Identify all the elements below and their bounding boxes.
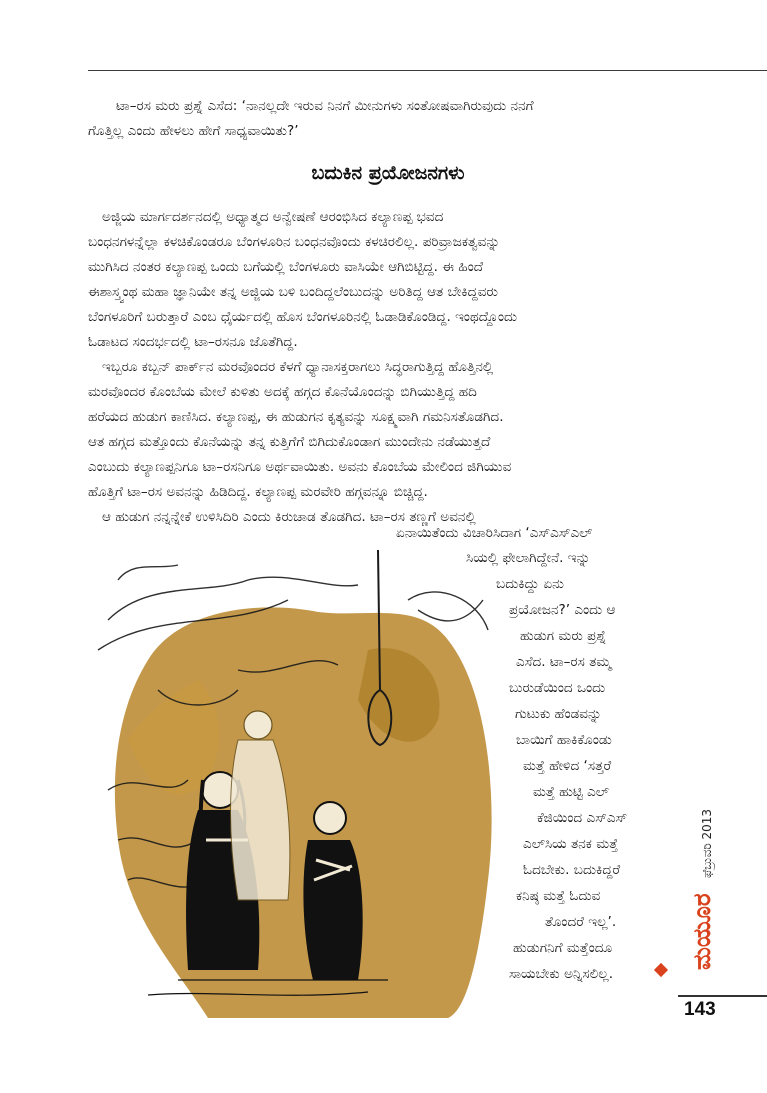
text-line: ಓಡಾಟದ ಸಂದರ್ಭದಲ್ಲಿ ಟಾ–ರಸನೂ ಜೊತೆಗಿದ್ದ.	[88, 334, 298, 350]
text-line: ಏನಾಯಿತೆಂದು ವಿಚಾರಿಸಿದಾಗ ‘ಎಸ್‌ಎಸ್‌ಎಲ್	[396, 525, 593, 541]
text-line: ಟಾ–ರಸ ಮರು ಪ್ರಶ್ನೆ ಎಸೆದ: ‘ನಾನಲ್ಲದೇ ಇರುವ ನಿನಗೆ ಮೀನುಗಳು ಸಂತೋಷವಾಗಿರುವುದು ನನಗೆ	[116, 98, 534, 114]
text-line: ಬಂಧನಗಳನ್ನೆಲ್ಲಾ ಕಳಚಿಕೊಂಡರೂ ಬೆಂಗಳೂರಿನ ಬಂಧನವೊಂದು ಕಳಚಿರಲಿಲ್ಲ. ಪರಿವ್ರಾಜಕತ್ವವನ್ನು	[88, 234, 501, 250]
bottom-rule	[678, 995, 767, 997]
diamond-icon	[654, 963, 668, 977]
text-line: ಆ ಹುಡುಗ ನನ್ನನ್ನೇಕೆ ಉಳಿಸಿದಿರಿ ಎಂದು ಕಿರುಚಾಡ ತೊಡಗಿದ. ಟಾ–ರಸ ತಣ್ಣಗೆ ಅವನಲ್ಲಿ	[102, 509, 476, 525]
text-line: ಆತ ಹಗ್ಗದ ಮತ್ತೊಂದು ಕೊನೆಯನ್ನು ತನ್ನ ಕುತ್ತಿಗೆಗೆ ಬಿಗಿದುಕೊಂಡಾಗ ಮುಂದೇನು ನಡೆಯುತ್ತದೆ	[88, 434, 491, 450]
text-line: ಮುಗಿಸಿದ ನಂತರ ಕಲ್ಯಾಣಪ್ಪ ಒಂದು ಬಗೆಯಲ್ಲಿ ಬೆಂಗಳೂರು ವಾಸಿಯೇ ಆಗಿಬಿಟ್ಟಿದ್ದ. ಈ ಹಿಂದೆ	[88, 259, 484, 275]
text-line: ಎಸೆದ. ಟಾ–ರಸ ತಮ್ಮ	[516, 654, 612, 670]
text-line: ಕೆಜಿಯಿಂದ ಎಸ್‌ಎಸ್	[537, 810, 628, 826]
svg-text:ಮಯೂರ: ಮಯೂರ	[688, 893, 716, 970]
text-line: ಮತ್ತೆ ಹುಟ್ಟಿ ಎಲ್	[533, 784, 610, 800]
text-line: ಈಶಾಸ್ತ್ವಂಥ ಮಹಾ ಜ್ಞಾನಿಯೇ ತನ್ನ ಅಜ್ಜಿಯ ಬಳಿ ಬಂದಿದ್ದಲೆಂಬುದನ್ನು ಅರಿತಿದ್ದ ಆತ ಬೇಕಿದ್ದವರು	[88, 284, 498, 300]
story-illustration	[88, 540, 508, 1020]
text-line: ಬುರುಡೆಯಿಂದ ಒಂದು	[509, 680, 606, 696]
text-line: ಸಾಯಬೇಕು ಅನ್ನಿಸಲಿಲ್ಲ.	[509, 966, 614, 982]
body-paragraphs	[88, 205, 517, 530]
text-line: ಗುಟುಕು ಹೆಂಡವನ್ನು	[515, 706, 602, 722]
text-line: ಓದಬೇಕು. ಬದುಕಿದ್ದರೆ	[523, 862, 621, 878]
text-line: ಹುಡುಗ ಮರು ಪ್ರಶ್ನೆ	[520, 628, 607, 644]
text-line: ಇಬ್ಬರೂ ಕಬ್ಬನ್ ಪಾರ್ಕ್‌ನ ಮರವೊಂದರ ಕೆಳಗೆ ಧ್ಯಾನಾಸಕ್ತರಾಗಲು ಸಿದ್ಧರಾಗುತ್ತಿದ್ದ ಹೊತ್ತಿನಲ್ಲಿ	[102, 359, 494, 375]
svg-text:ಫೆಬ್ರುವರಿ 2013: ಫೆಬ್ರುವರಿ 2013	[700, 808, 714, 878]
text-line: ಹೊತ್ತಿಗೆ ಟಾ–ರಸ ಅವನನ್ನು ಹಿಡಿದಿದ್ದ. ಕಲ್ಯಾಣಪ್ಪ ಮರವೇರಿ ಹಗ್ಗವನ್ನೂ ಬಿಚ್ಚಿದ್ದ.	[88, 484, 428, 500]
page-number: 143	[684, 999, 716, 1020]
ochre-wash	[115, 607, 492, 1018]
text-line: ಮತ್ತೆ ಹೇಳಿದ ‘ಸತ್ತರೆ	[523, 758, 612, 774]
text-line: ಬಾಯಿಗೆ ಹಾಕಿಕೊಂಡು	[516, 732, 612, 748]
section-heading: ಬದುಕಿನ ಪ್ರಯೋಜನಗಳು	[311, 162, 465, 184]
text-line: ಮರವೊಂದರ ಕೊಂಬೆಯ ಮೇಲೆ ಕುಳಿತು ಅದಕ್ಕೆ ಹಗ್ಗದ ಕೊನೆಯೊಂದನ್ನು ಬಿಗಿಯುತ್ತಿದ್ದ ಹದಿ	[88, 384, 477, 400]
top-rule	[88, 70, 767, 71]
text-line: ಕನಿಷ್ಠ ಮತ್ತೆ ಓದುವ	[516, 888, 601, 904]
text-line: ತೊಂದರೆ ಇಲ್ಲ’.	[545, 914, 617, 930]
text-line: ಪ್ರಯೋಜನ?’ ಎಂದು ಆ	[509, 602, 616, 618]
intro-paragraph	[88, 94, 534, 144]
text-line: ಬೆಂಗಳೂರಿಗೆ ಬರುತ್ತಾರೆ ಎಂಬ ಧೈರ್ಯದಲ್ಲಿ ಹೊಸ ಬೆಂಗಳೂರಿನಲ್ಲಿ ಓಡಾಡಿಕೊಂಡಿದ್ದ. ಇಂಥದ್ದೊಂದು	[88, 309, 518, 325]
text-line: ಅಜ್ಜಿಯ ಮಾರ್ಗದರ್ಶನದಲ್ಲಿ ಅಧ್ಯಾತ್ಮದ ಅನ್ವೇಷಣೆ ಆರಂಭಿಸಿದ ಕಲ್ಯಾಣಪ್ಪ ಭವದ	[102, 209, 444, 225]
text-line: ಬದುಕಿದ್ದು ಏನು	[496, 576, 564, 592]
text-line: ಹುಡುಗನಿಗೆ ಮತ್ತೆಂದೂ	[513, 940, 613, 956]
magazine-title	[686, 850, 716, 970]
text-line: ಗೊತ್ತಿಲ್ಲ ಎಂದು ಹೇಳಲು ಹೇಗೆ ಸಾಧ್ಯವಾಯಿತು?’	[88, 123, 299, 139]
text-line: ಹರೆಯದ ಹುಡುಗ ಕಾಣಿಸಿದ. ಕಲ್ಯಾಣಪ್ಪ, ಈ ಹುಡುಗನ ಕೃತ್ಯವನ್ನು ಸೂಕ್ಷ್ಮವಾಗಿ ಗಮನಿಸತೊಡಗಿದ.	[88, 409, 504, 425]
text-line: ಎಂಬುದು ಕಲ್ಯಾಣಪ್ಪನಿಗೂ ಟಾ–ರಸನಿಗೂ ಅರ್ಥವಾಯಿತು. ಅವನು ಕೊಂಬೆಯ ಮೇಲಿಂದ ಜಿಗಿಯುವ	[88, 459, 512, 475]
text-line: ಎಲ್‌ಸಿಯ ತನಕ ಮತ್ತೆ	[523, 836, 619, 852]
text-line: ಸಿಯಲ್ಲಿ ಫೇಲಾಗಿದ್ದೇನೆ. ಇನ್ನು	[466, 550, 591, 566]
